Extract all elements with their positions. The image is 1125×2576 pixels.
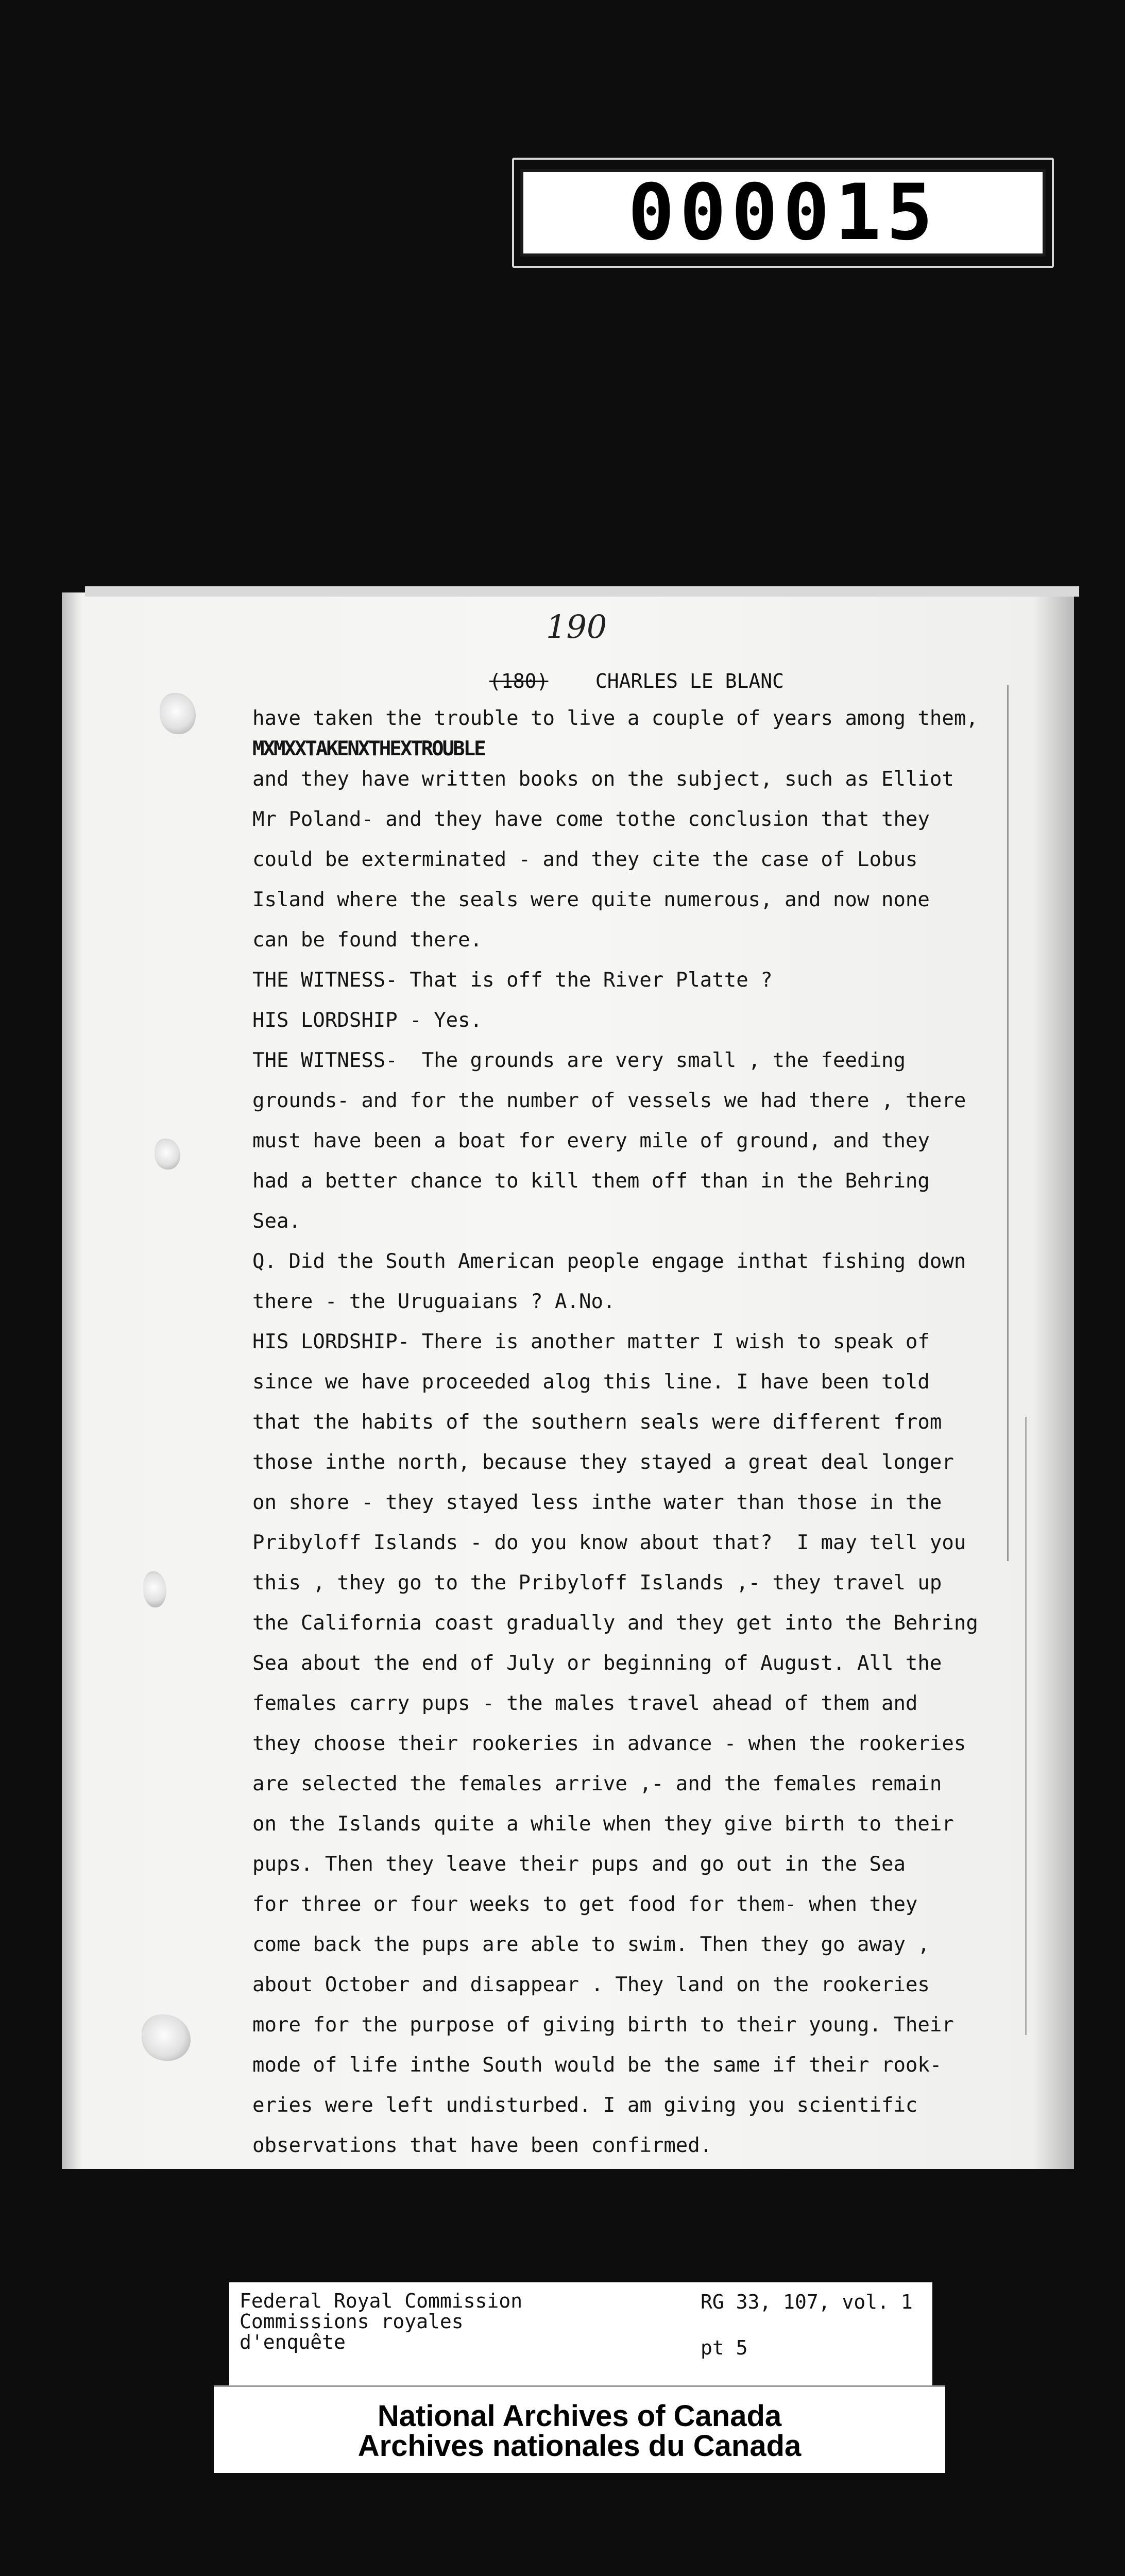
text-line: those inthe north, because they stayed a great deal longer bbox=[252, 1451, 954, 1474]
text-line: had a better chance to kill them off than in the Behring bbox=[252, 1170, 930, 1193]
catalog-label bbox=[229, 2282, 932, 2385]
text-line: have taken the trouble to live a couple of years among them, bbox=[252, 707, 978, 730]
text-line: HIS LORDSHIP - Yes. bbox=[252, 1009, 483, 1032]
text-line: THE WITNESS- The grounds are very small , the feeding bbox=[252, 1049, 906, 1072]
typed-strikeover-line: MXMXXTAKENXTHEXTROUBLE bbox=[252, 737, 485, 760]
text-line: eries were left undisturbed. I am giving you scientific bbox=[252, 2094, 918, 2117]
text-line: that the habits of the southern seals were different from bbox=[252, 1411, 942, 1434]
handwritten-page-number: 190 bbox=[546, 608, 607, 646]
text-line: come back the pups are able to swim. Then they go away , bbox=[252, 1933, 930, 1956]
text-line: females carry pups - the males travel ahead of them and bbox=[252, 1692, 918, 1715]
page-header bbox=[489, 670, 784, 692]
text-line: THE WITNESS- That is off the River Platte ? bbox=[252, 969, 773, 992]
text-line: on shore - they stayed less inthe water than those in the bbox=[252, 1491, 942, 1514]
text-line: HIS LORDSHIP- There is another matter I wish to speak of bbox=[252, 1330, 930, 1353]
text-line: are selected the females arrive ,- and the females remain bbox=[252, 1772, 942, 1795]
punch-hole-mark bbox=[160, 693, 196, 734]
archives-banner bbox=[214, 2385, 945, 2473]
text-line: on the Islands quite a while when they give birth to their bbox=[252, 1812, 954, 1836]
struck-page-number: (180) bbox=[489, 670, 549, 692]
text-line: Mr Poland- and they have come tothe conclusion that they bbox=[252, 808, 930, 831]
text-line: Island where the seals were quite numerous, and now none bbox=[252, 888, 930, 911]
commission-name bbox=[240, 2291, 522, 2352]
text-line: can be found there. bbox=[252, 928, 483, 952]
text-line: they choose their rookeries in advance - when the rookeries bbox=[252, 1732, 966, 1755]
commission-name-line: Commissions royales bbox=[240, 2310, 464, 2333]
text-line: since we have proceeded alog this line. I have been told bbox=[252, 1370, 930, 1394]
text-line: and they have written books on the subject, such as Elliot bbox=[252, 768, 954, 791]
document-page bbox=[62, 592, 1074, 2169]
text-line: Sea. bbox=[252, 1210, 301, 1233]
text-line: observations that have been confirmed. bbox=[252, 2134, 712, 2157]
commission-name-line: d'enquête bbox=[240, 2331, 346, 2353]
text-line: pups. Then they leave their pups and go out in the Sea bbox=[252, 1853, 906, 1876]
text-line: grounds- and for the number of vessels we had there , there bbox=[252, 1089, 966, 1112]
commission-name-line: Federal Royal Commission bbox=[240, 2290, 523, 2312]
frame-number: 000015 bbox=[520, 169, 1046, 257]
punch-hole-mark bbox=[155, 1139, 180, 1170]
punch-hole-mark bbox=[143, 1571, 166, 1607]
text-line: mode of life inthe South would be the same if their rook- bbox=[252, 2054, 942, 2077]
text-line: about October and disappear . They land on the rookeries bbox=[252, 1973, 930, 1996]
witness-name: CHARLES LE BLANC bbox=[595, 670, 784, 692]
text-line: could be exterminated - and they cite the case of Lobus bbox=[252, 848, 918, 871]
text-line: the California coast gradually and they get into the Behring bbox=[252, 1612, 978, 1635]
text-line: there - the Uruguaians ? A.No. bbox=[252, 1290, 616, 1313]
text-line: Sea about the end of July or beginning of August. All the bbox=[252, 1652, 942, 1675]
record-group-reference: RG 33, 107, vol. 1 bbox=[701, 2291, 913, 2313]
text-line: this , they go to the Pribyloff Islands ,- they travel up bbox=[252, 1571, 942, 1595]
punch-hole-mark bbox=[142, 2014, 191, 2061]
text-line: Q. Did the South American people engage inthat fishing down bbox=[252, 1250, 966, 1273]
transcript-body bbox=[252, 699, 1056, 2166]
text-line: must have been a boat for every mile of ground, and they bbox=[252, 1129, 930, 1153]
text-line: more for the purpose of giving birth to their young. Their bbox=[252, 2013, 954, 2037]
part-number: pt 5 bbox=[701, 2336, 748, 2359]
text-line: Pribyloff Islands - do you know about that? I may tell you bbox=[252, 1531, 966, 1554]
archives-name-fr: Archives nationales du Canada bbox=[357, 2429, 802, 2463]
archives-name-en: National Archives of Canada bbox=[377, 2399, 782, 2433]
text-line: for three or four weeks to get food for them- when they bbox=[252, 1893, 918, 1916]
